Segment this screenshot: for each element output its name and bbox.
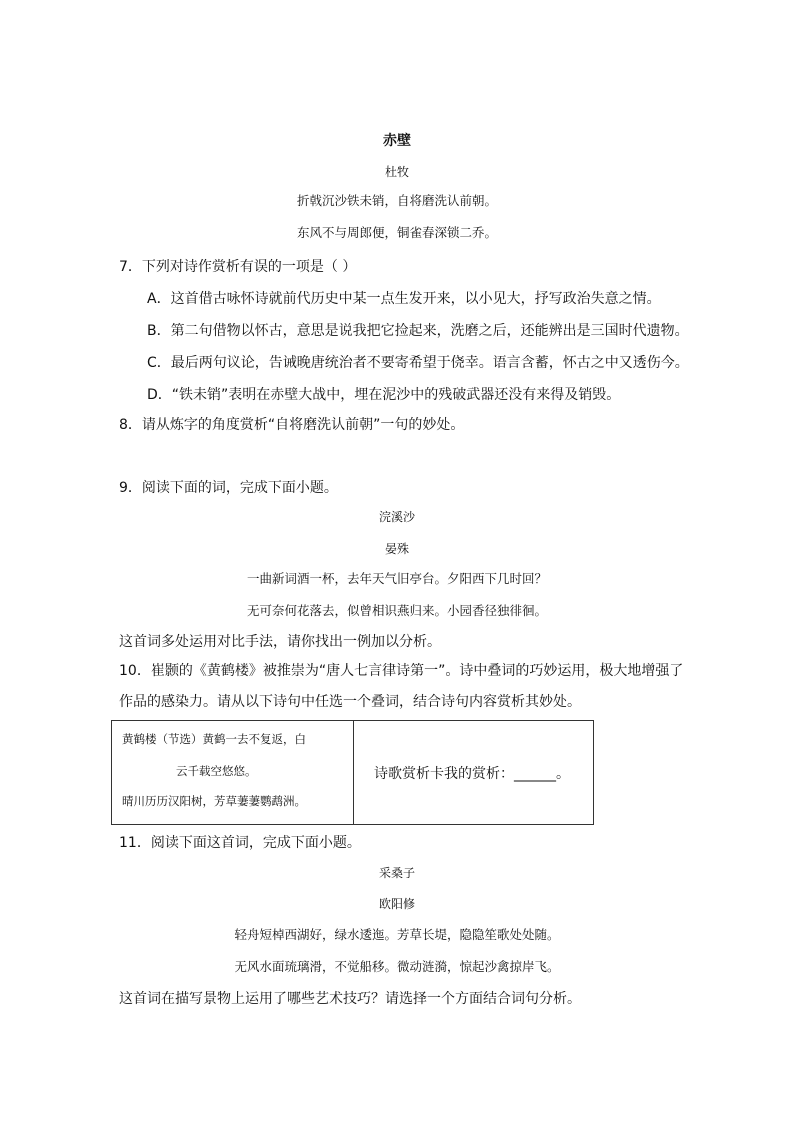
question-9-prompt: 这首词多处运用对比手法，请你找出一例加以分析。 bbox=[119, 634, 441, 650]
verse-line-1: 黄鹤楼（节选）黄鹤一去不复返，白 bbox=[122, 732, 306, 746]
poem-line-2: 东风不与周郎便，铜雀春深锁二乔。 bbox=[296, 225, 497, 240]
verse-cell bbox=[112, 721, 354, 824]
poem-author: 杜牧 bbox=[384, 165, 409, 179]
question-10-line-2: 作品的感染力。请从以下诗句中任选一个叠词，结合诗句内容赏析其妙处。 bbox=[119, 694, 581, 710]
option-d: D．“铁未销”表明在赤壁大战中，埋在泥沙中的残破武器还没有来得及销毁。 bbox=[147, 387, 621, 403]
ci-title: 浣溪沙 bbox=[378, 510, 415, 524]
appreciation-card-text: 诗歌赏析卡我的赏析：______。 bbox=[374, 766, 570, 782]
question-9: 9．阅读下面的词，完成下面小题。 bbox=[119, 480, 338, 496]
poem-title: 赤壁 bbox=[383, 133, 411, 149]
question-11-prompt: 这首词在描写景物上运用了哪些艺术技巧？请选择一个方面结合词句分析。 bbox=[119, 991, 581, 1007]
ci-author: 晏殊 bbox=[384, 542, 409, 556]
question-8: 8．请从炼字的角度赏析“自将磨洗认前朝”一句的妙处。 bbox=[119, 417, 465, 433]
verse-line-2: 云千载空悠悠。 bbox=[176, 764, 257, 778]
poem-line-1: 折戟沉沙铁未销，自将磨洗认前朝。 bbox=[296, 193, 497, 208]
question-10-line-1: 10．崔颢的《黄鹤楼》被推崇为“唐人七言律诗第一”。诗中叠词的巧妙运用，极大地增强了 bbox=[119, 663, 684, 679]
verse-line-3: 晴川历历汉阳树，芳草萋萋鹦鹉洲。 bbox=[122, 794, 306, 808]
ci2-line-2: 无风水面琉璃滑，不觉船移。微动涟漪，惊起沙禽掠岸飞。 bbox=[234, 959, 560, 974]
ci-line-2: 无可奈何花落去，似曾相识燕归来。小园香径独徘徊。 bbox=[246, 603, 547, 618]
ci2-line-1: 轻舟短棹西湖好，绿水逶迤。芳草长堤，隐隐笙歌处处随。 bbox=[234, 927, 560, 942]
option-c: C．最后两句议论，告诫晚唐统治者不要寄希望于侥幸。语言含蓄，怀古之中又透伤今。 bbox=[147, 355, 689, 371]
option-b: B．第二句借物以怀古，意思是说我把它捡起来，洗磨之后，还能辨出是三国时代遗物。 bbox=[147, 323, 689, 339]
appreciation-cell bbox=[354, 721, 593, 824]
question-7: 7．下列对诗作赏析有误的一项是（ ） bbox=[119, 259, 357, 275]
ci2-title: 采桑子 bbox=[378, 866, 415, 880]
ci-line-1: 一曲新词酒一杯，去年天气旧亭台。夕阳西下几时回？ bbox=[246, 571, 547, 586]
option-a: A．这首借古咏怀诗就前代历史中某一点生发开来，以小见大，抒写政治失意之情。 bbox=[147, 291, 661, 307]
appreciation-table bbox=[111, 720, 594, 825]
ci2-author: 欧阳修 bbox=[378, 897, 415, 911]
question-11: 11．阅读下面这首词，完成下面小题。 bbox=[119, 835, 361, 851]
